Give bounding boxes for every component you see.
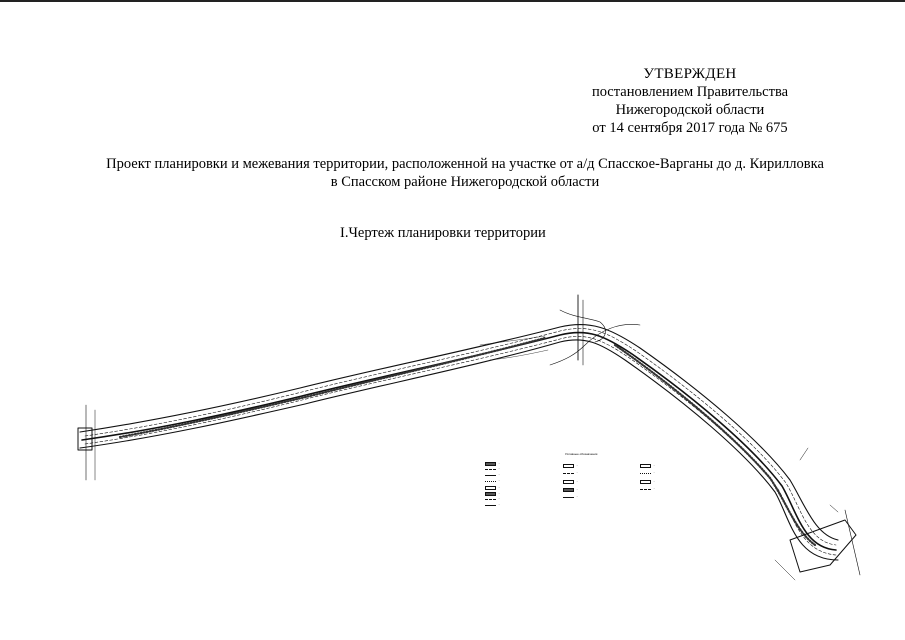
legend-symbol-11: …: [563, 480, 578, 484]
approval-heading: УТВЕРЖДЕН: [643, 66, 737, 82]
road-edge-right: [85, 336, 836, 555]
road-centerline: [82, 332, 836, 550]
legend-symbol-6: …: [485, 492, 500, 496]
section-title: I.Чертеж планировки территории: [340, 225, 546, 241]
legend-symbol-14: …: [640, 464, 655, 468]
side-road-east: [800, 448, 808, 460]
detail-strip-east: [615, 345, 815, 545]
legend-title: Условные обозначения: [565, 452, 598, 456]
approval-line-3: от 14 сентября 2017 года № 675: [592, 120, 788, 136]
legend-symbol-15: …: [640, 472, 655, 475]
corridor-boundary-inner: [80, 340, 838, 560]
side-road-east-2: [830, 505, 838, 512]
legend-block: [485, 452, 715, 512]
project-title-line-1: Проект планировки и межевания территории, расположенной на участке от а/д Спасское-Варганы до д. Кирилловка: [106, 156, 824, 172]
legend-symbol-12: …: [563, 488, 578, 492]
legend-symbol-2: …: [485, 468, 500, 471]
end-tick: [845, 510, 860, 575]
legend-symbol-3: …: [485, 474, 500, 477]
legend-symbol-16: …: [640, 480, 655, 484]
approval-line-2: Нижегородской области: [615, 102, 765, 118]
legend-symbol-5: …: [485, 486, 500, 490]
legend-symbol-10: …: [563, 472, 578, 475]
legend-symbol-13: …: [563, 496, 578, 499]
legend-symbol-8: …: [485, 504, 500, 507]
project-title-line-2: в Спасском районе Нижегородской области: [330, 174, 600, 190]
approval-line-1: постановлением Правительства: [591, 84, 789, 100]
legend-symbol-1: …: [485, 462, 500, 466]
legend-symbol-17: …: [640, 488, 655, 491]
end-tick-2: [775, 560, 795, 580]
legend-symbol-9: …: [563, 464, 578, 468]
legend-symbol-7: …: [485, 498, 500, 501]
legend-symbol-4: …: [485, 480, 500, 483]
